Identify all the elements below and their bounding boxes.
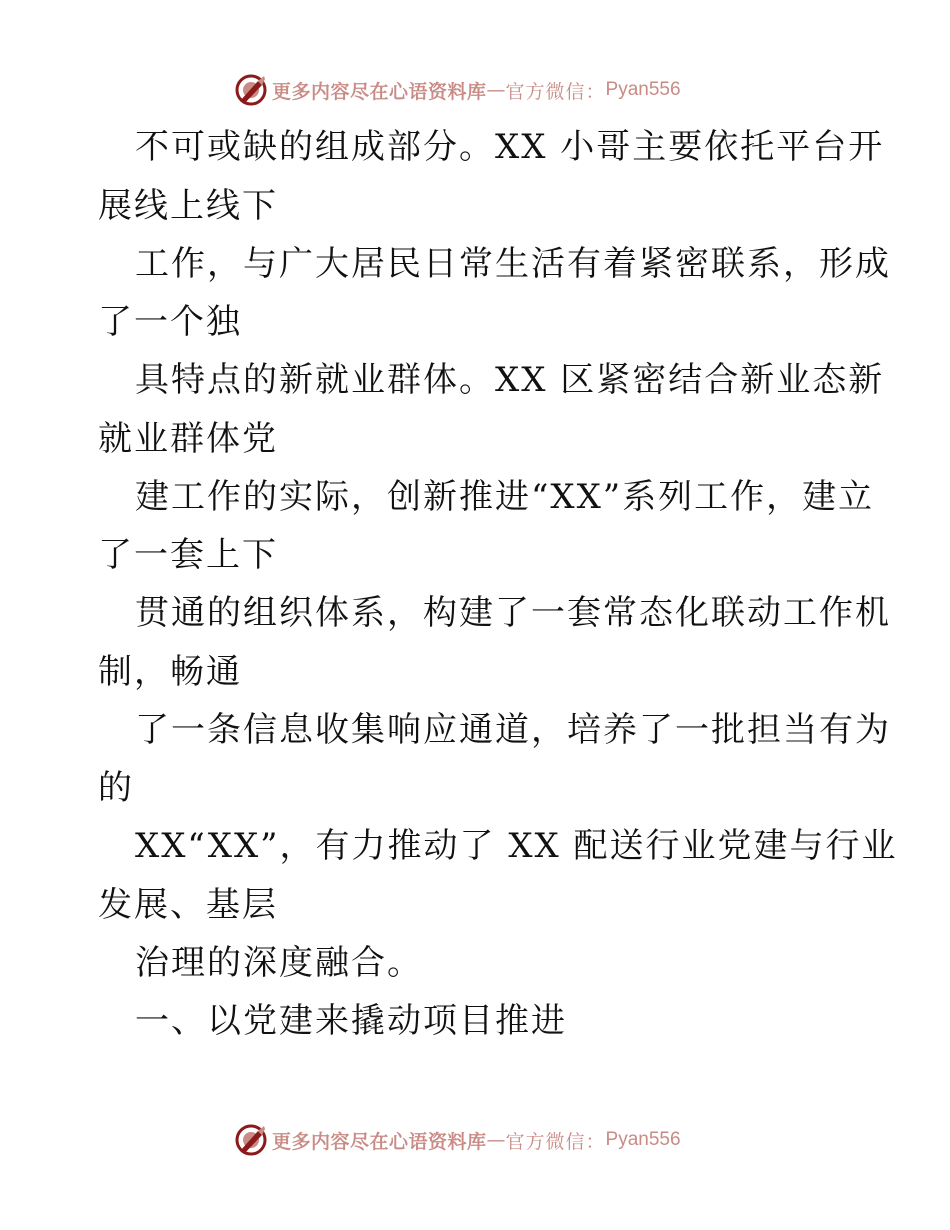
banner-separator: — xyxy=(486,1129,506,1151)
banner-wechat-label: 官方微信： xyxy=(505,1130,606,1153)
section-heading: 一、以党建来撬动项目推进 xyxy=(135,1001,567,1041)
banner-wechat-id: Pyan556 xyxy=(605,1129,681,1150)
text-line: 制，畅通 xyxy=(98,652,242,692)
text-line: 具特点的新就业群体。XX 区紧密结合新业态新 xyxy=(135,360,885,400)
banner-separator: — xyxy=(486,79,506,101)
pen-logo-icon xyxy=(234,1123,268,1157)
text-line: 展线上线下 xyxy=(98,186,278,226)
text-line: 了一个独 xyxy=(98,302,242,342)
text-line: XX“XX”，有力推动了 XX 配送行业党建与行业 xyxy=(135,826,898,866)
text-line: 不可或缺的组成部分。XX 小哥主要依托平台开 xyxy=(135,127,885,167)
text-line: 治理的深度融合。 xyxy=(135,943,423,983)
text-line: 工作，与广大居民日常生活有着紧密联系，形成 xyxy=(135,244,891,284)
text-line: 就业群体党 xyxy=(98,419,278,459)
text-line: 了一套上下 xyxy=(98,535,278,575)
text-line: 建工作的实际，创新推进“XX”系列工作，建立 xyxy=(135,477,875,517)
text-line: 了一条信息收集响应通道，培养了一批担当有为 xyxy=(135,710,891,750)
banner-wechat-id: Pyan556 xyxy=(605,79,681,100)
banner-wechat-label: 官方微信： xyxy=(505,80,606,103)
text-line: 贯通的组织体系，构建了一套常态化联动工作机 xyxy=(135,593,891,633)
text-line: 的 xyxy=(98,768,134,808)
footer-banner xyxy=(234,1122,681,1158)
text-line: 发展、基层 xyxy=(98,885,278,925)
header-banner xyxy=(234,72,681,108)
banner-main-text: 更多内容尽在心语资料库 xyxy=(272,80,487,103)
pen-logo-icon xyxy=(234,73,268,107)
banner-main-text: 更多内容尽在心语资料库 xyxy=(272,1130,487,1153)
